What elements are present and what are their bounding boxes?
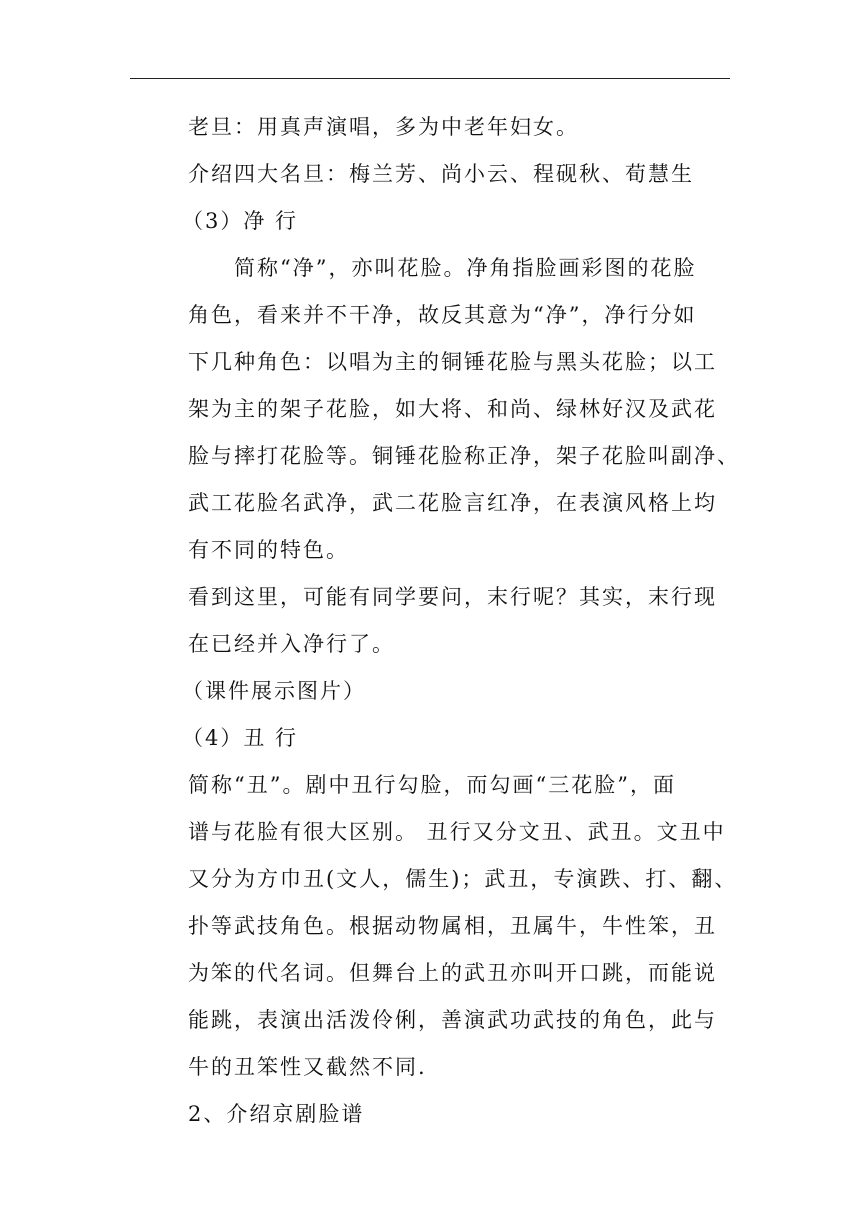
- paragraph-line: 架为主的架子花脸，如大将、和尚、绿林好汉及武花: [188, 397, 717, 421]
- paragraph-line: 牛的丑笨性又截然不同.: [188, 1055, 427, 1079]
- paragraph-line: 在已经并入净行了。: [188, 632, 395, 656]
- paragraph-line: 谱与花脸有很大区别。 丑行又分文丑、武丑。文丑中: [188, 820, 726, 844]
- paragraph-line: 角色，看来并不干净，故反其意为“净”，净行分如: [188, 303, 697, 327]
- paragraph-line: 脸与摔打花脸等。铜锤花脸称正净，架子花脸叫副净、: [188, 444, 740, 468]
- paragraph-line: 看到这里，可能有同学要问，末行呢？其实，末行现: [188, 585, 717, 609]
- paragraph-line: 武工花脸名武净，武二花脸言红净，在表演风格上均: [188, 491, 717, 515]
- paragraph-line: 老旦：用真声演唱，多为中老年妇女。: [188, 115, 579, 139]
- paragraph-line: 扑等武技角色。根据动物属相，丑属牛，牛性笨，丑: [188, 914, 717, 938]
- section-heading: 2、介绍京剧脸谱: [188, 1102, 365, 1126]
- paragraph-line: 又分为方巾丑(文人，儒生)；武丑，专演跌、打、翻、: [188, 867, 738, 891]
- document-body: [182, 104, 748, 1138]
- paragraph-line: 介绍四大名旦：梅兰芳、尚小云、程砚秋、荀慧生: [188, 162, 694, 186]
- paragraph-line: 简称“丑”。剧中丑行勾脸，而勾画“三花脸”，面: [188, 773, 676, 797]
- section-heading: （4）丑 行: [182, 726, 299, 750]
- paragraph-line: 能跳，表演出活泼伶俐，善演武功武技的角色，此与: [188, 1008, 717, 1032]
- paragraph-line: 有不同的特色。: [188, 538, 349, 562]
- paragraph-line: 为笨的代名词。但舞台上的武丑亦叫开口跳，而能说: [188, 961, 717, 985]
- header-rule: [130, 78, 730, 79]
- section-heading: （3）净 行: [182, 209, 299, 233]
- paragraph-line: 下几种角色：以唱为主的铜锤花脸与黑头花脸；以工: [188, 350, 717, 374]
- paragraph-line: 简称“净”，亦叫花脸。净角指脸画彩图的花脸: [234, 256, 697, 280]
- paragraph-line: （课件展示图片）: [182, 679, 366, 703]
